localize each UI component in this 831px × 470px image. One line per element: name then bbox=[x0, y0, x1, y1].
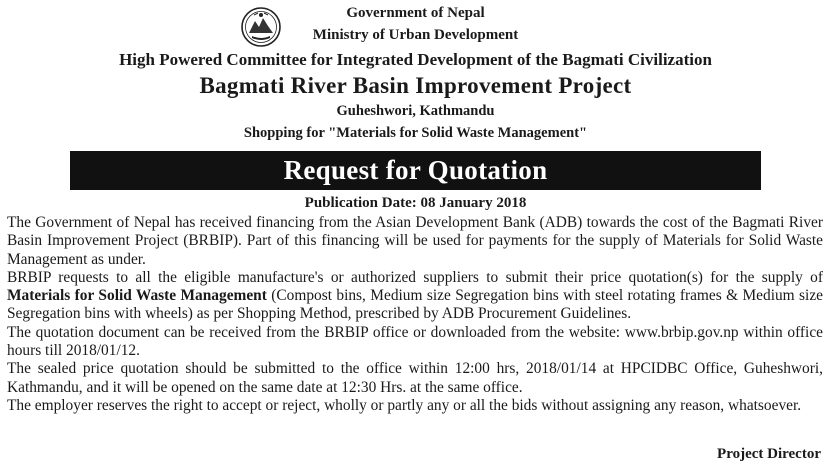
publication-date: Publication Date: 08 January 2018 bbox=[304, 195, 527, 211]
paragraph-submission: The sealed price quotation should be submitted to the office within 12:00 hrs, 2018/01/14 at HPCIDBC Office, Guheshwori, Kathmandu, and it will be opened on the same date at 12:30 Hrs. at the same office. bbox=[7, 360, 823, 396]
project-location: Guheshwori, Kathmandu bbox=[336, 103, 495, 119]
shopping-subtitle: Shopping for "Materials for Solid Waste Management" bbox=[243, 125, 588, 141]
notice-body bbox=[7, 214, 823, 415]
paragraph-financing: The Government of Nepal has received financing from the Asian Development Bank (ADB) towards the cost of the Bagmati River Basin Improvement Project (BRBIP). Part of this financing will be used for payments for the supply of Materials for Solid Waste Management as under. bbox=[7, 214, 823, 268]
request-text-start: BRBIP requests to all the eligible manufacture's or authorized suppliers to submit their price quotation(s) for the supply of bbox=[7, 268, 823, 286]
ministry-name: Ministry of Urban Development bbox=[312, 27, 519, 43]
committee-name: High Powered Committee for Integrated Development of the Bagmati Civilization bbox=[119, 50, 712, 69]
request-materials-bold: Materials for Solid Waste Management bbox=[7, 287, 267, 305]
request-text-end: (Compost bins, Medium size Segregation bins with steel rotating frames & Medium size Segregation bins with wheels) as per Shopping Method, prescribed by ADB Procurement Guidelines. bbox=[7, 287, 823, 323]
paragraph-rights: The employer reserves the right to accept or reject, wholly or partly any or all the bids without assigning any reason, whatsoever. bbox=[7, 396, 802, 414]
rfq-banner bbox=[70, 151, 761, 190]
government-name: Government of Nepal bbox=[346, 5, 485, 21]
paragraph-documents: The quotation document can be received from the BRBIP office or downloaded from the website: www.brbip.gov.np within office hours till 2018/01/12. bbox=[7, 323, 823, 360]
project-director-signoff: Project Director bbox=[717, 446, 821, 462]
project-title: Bagmati River Basin Improvement Project bbox=[199, 73, 632, 98]
paragraph-request bbox=[7, 269, 823, 324]
rfq-title: Request for Quotation bbox=[283, 155, 548, 185]
